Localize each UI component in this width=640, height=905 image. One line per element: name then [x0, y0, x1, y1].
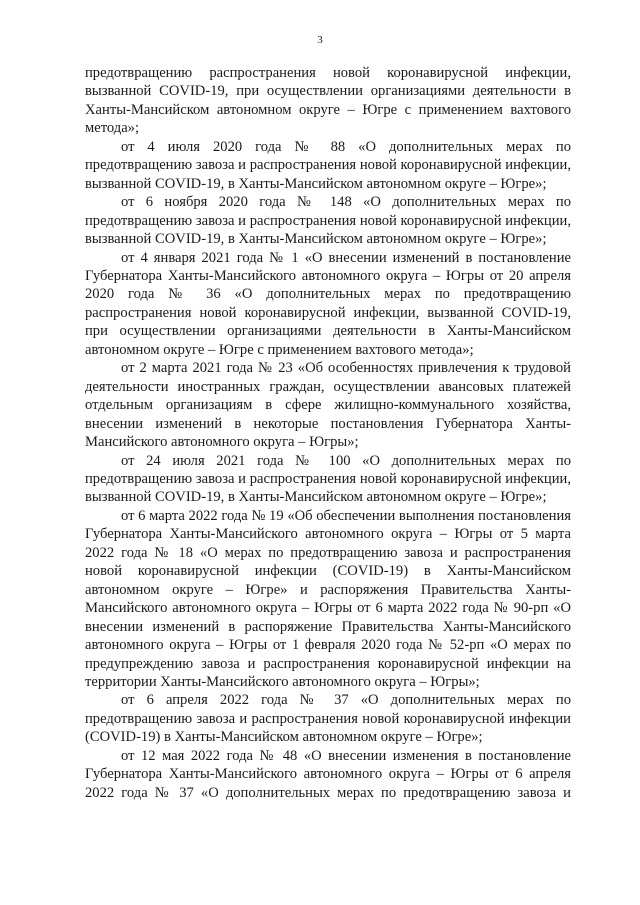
list-item-decree: от 2 марта 2021 года № 23 «Об особенностях привлечения к трудовой деятельности иностранных граждан, осуществлении авансовых платежей отдельным организациям в сфере жилищно-коммунального хозяйства, внесении изменений в некоторые постановления Губернатора Ханты-Мансийского автономного округа – Югры»;	[85, 360, 571, 451]
list-item-decree: от 4 января 2021 года № 1 «О внесении изменений в постановление Губернатора Ханты-Мансийского автономного округа – Югры от 20 апреля 2020 года № 36 «О дополнительных мерах по предотвращению распространения новой коронавирусной инфекции, вызванной COVID-19, при осуществлении организациями деятельности в Ханты-Мансийском автономном округе – Югре с применением вахтового метода»;	[85, 249, 571, 358]
list-item-decree: от 12 мая 2022 года № 48 «О внесении изменения в постановление Губернатора Ханты-Мансийского автономного округа – Югры от 6 апреля 2022 года № 37 «О дополнительных мерах по предотвращению завоза и	[85, 747, 571, 801]
list-item-decree: от 24 июля 2021 года № 100 «О дополнительных мерах по предотвращению завоза и распространения новой коронавирусной инфекции, вызванной COVID-19, в Ханты-Мансийском автономном округе – Югре»;	[85, 452, 571, 506]
list-item-decree: от 6 апреля 2022 года № 37 «О дополнительных мерах по предотвращению завоза и распространения новой коронавирусной инфекции (COVID-19) в Ханты-Мансийском автономном округе – Югре»;	[85, 692, 571, 746]
page-number: 3	[317, 34, 323, 46]
paragraph-continuation: предотвращению распространения новой коронавирусной инфекции, вызванной COVID-19, при осуществлении организациями деятельности в Ханты-Мансийском автономном округе – Югре с применением вахтового метода»;	[85, 65, 571, 137]
list-item-decree: от 4 июля 2020 года № 88 «О дополнительных мерах по предотвращению завоза и распространения новой коронавирусной инфекции, вызванной COVID-19, в Ханты-Мансийском автономном округе – Югре»;	[85, 138, 571, 192]
list-item-decree: от 6 ноября 2020 года № 148 «О дополнительных мерах по предотвращению завоза и распространения новой коронавирусной инфекции, вызванной COVID-19, в Ханты-Мансийском автономном округе – Югре»;	[85, 194, 571, 248]
list-item-decree: от 6 марта 2022 года № 19 «Об обеспечении выполнения постановления Губернатора Ханты-Мансийского автономного округа – Югры от 5 марта 2022 года № 18 «О мерах по предотвращению завоза и распространения новой коронавирусной инфекции (COVID-19) в Ханты-Мансийском автономном округе – Югре» и распоряжения Правительства Ханты-Мансийского автономного округа – Югры от 6 марта 2022 года № 90-рп «О внесении изменений в распоряжение Правительства Ханты-Мансийского автономного округа – Югры от 1 февраля 2020 года № 52-рп «О мерах по предупреждению завоза и распространения коронавирусной инфекции на территории Ханты-Мансийского автономного округа – Югры»;	[85, 507, 571, 690]
document-body	[85, 64, 571, 802]
